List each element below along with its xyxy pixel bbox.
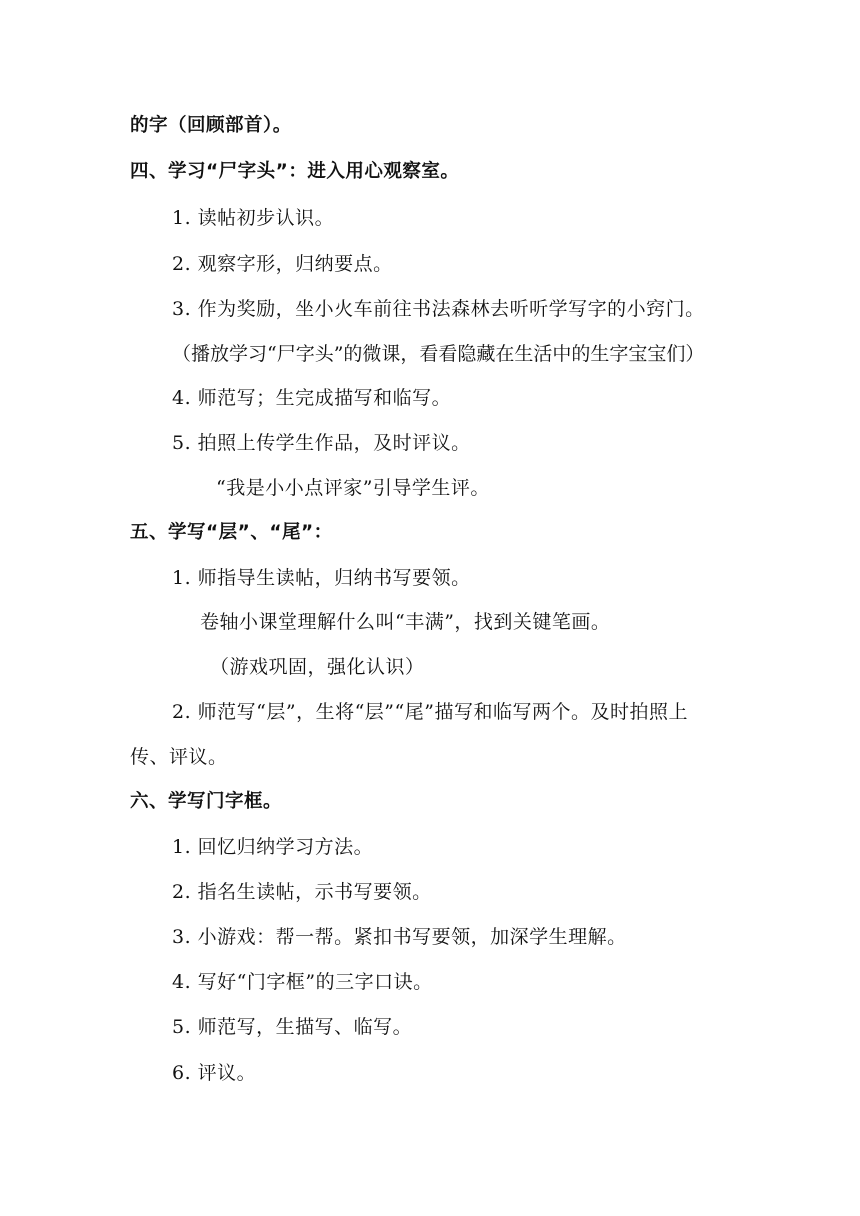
list-item: 1. 师指导生读帖，归纳书写要领。: [172, 567, 471, 589]
list-item: 3. 作为奖励，坐小火车前往书法森林去听听学写字的小窍门。: [172, 298, 705, 320]
sub-note-line: 卷轴小课堂理解什么叫“丰满”，找到关键笔画。: [200, 611, 611, 633]
sub-note-line: （游戏巩固，强化认识）: [210, 656, 425, 678]
list-item: 6. 评议。: [172, 1062, 257, 1084]
list-item: 5. 拍照上传学生作品，及时评议。: [172, 432, 471, 454]
list-item: 2. 师范写“层”，生将“层”“尾”描写和临写两个。及时拍照上: [172, 701, 688, 723]
continuation-line: 的字（回顾部首）。: [130, 115, 292, 136]
section-heading-5: 五、学写“层”、“尾”：: [130, 522, 333, 543]
continuation-line: 传、评议。: [130, 746, 228, 768]
list-item: 5. 师范写，生描写、临写。: [172, 1016, 413, 1038]
section-heading-4: 四、学习“尸字头”：进入用心观察室。: [130, 161, 460, 182]
list-item: 1. 读帖初步认识。: [172, 207, 335, 229]
list-item: 1. 回忆归纳学习方法。: [172, 836, 374, 858]
list-item: 4. 师范写；生完成描写和临写。: [172, 387, 452, 409]
list-item: 3. 小游戏：帮一帮。紧扣书写要领，加深学生理解。: [172, 926, 627, 948]
list-item: 4. 写好“门字框”的三字口诀。: [172, 971, 433, 993]
list-item: 2. 观察字形，归纳要点。: [172, 253, 393, 275]
note-line: （播放学习“尸字头”的微课，看看隐藏在生活中的生字宝宝们）: [172, 343, 705, 365]
sub-note-line: “我是小小点评家”引导学生评。: [216, 477, 490, 499]
section-heading-6: 六、学写门字框。: [130, 791, 283, 812]
list-item: 2. 指名生读帖，示书写要领。: [172, 881, 432, 903]
